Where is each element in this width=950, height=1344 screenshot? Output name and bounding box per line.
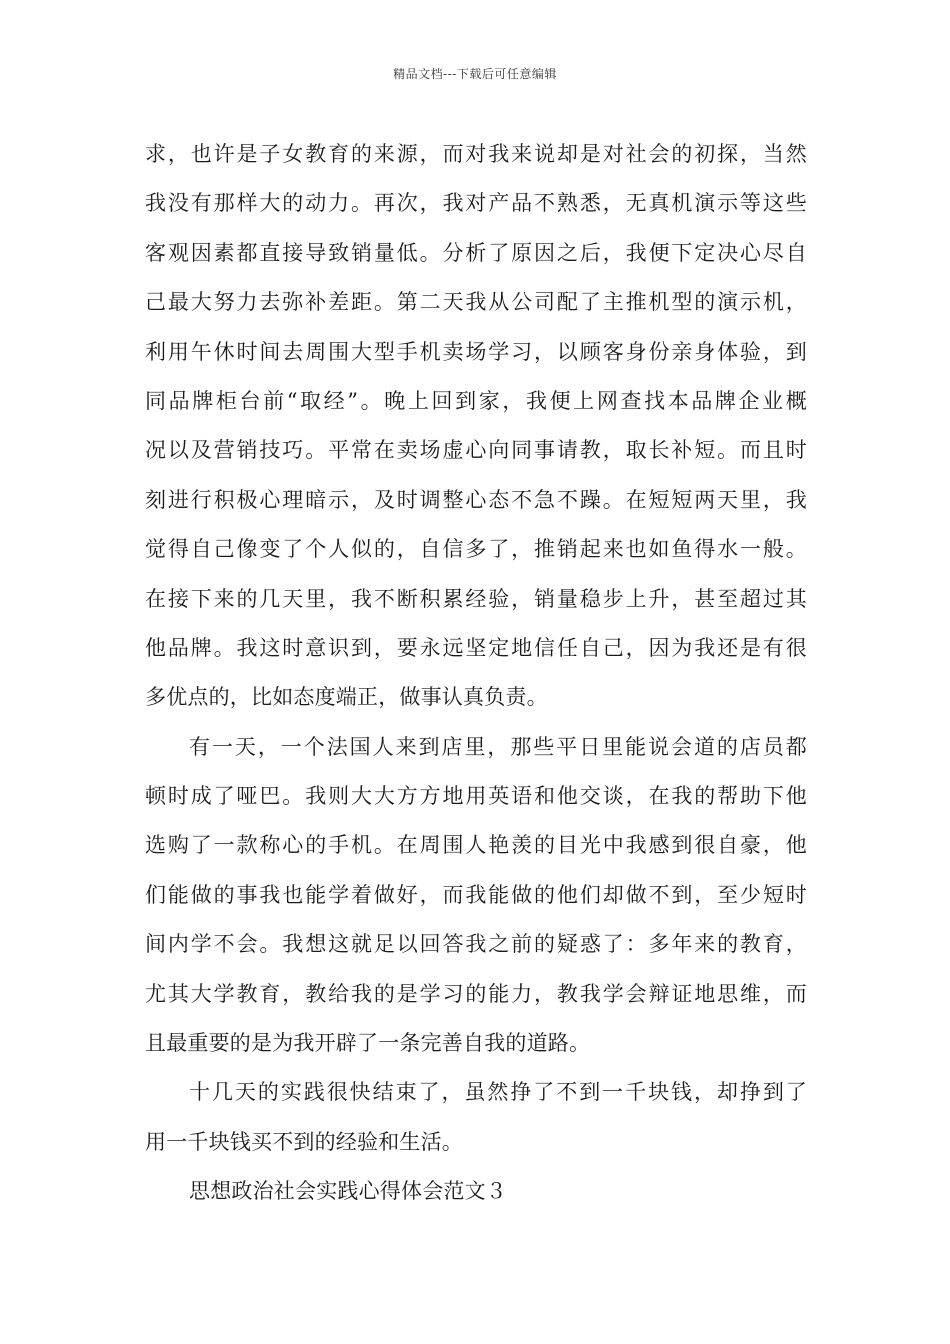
- text-line: 用一千块钱买不到的经验和生活。: [145, 1129, 463, 1154]
- text-line: 己最大努力去弥补差距。第二天我从公司配了主推机型的演示机，: [145, 290, 807, 315]
- text-line: 且最重要的是为我开辟了一条完善自我的道路。: [145, 1031, 591, 1056]
- text-line: 们能做的事我也能学着做好，而我能做的他们却做不到，至少短时: [145, 882, 807, 907]
- text-line: 况以及营销技巧。平常在卖场虚心向同事请教，取长补短。而且时: [145, 438, 807, 463]
- paragraph: [145, 723, 807, 1069]
- paragraph: [145, 130, 807, 723]
- text-line: 多优点的，比如态度端正，做事认真负责。: [145, 685, 548, 710]
- text-line: 尤其大学教育，教给我的是学习的能力，教我学会辩证地思维，而: [145, 981, 807, 1006]
- page-header: 精品文档---下载后可任意编辑: [393, 67, 557, 81]
- text-line: 求，也许是子女教育的来源，而对我来说却是对社会的初探，当然: [145, 142, 807, 166]
- text-line: 觉得自己像变了个人似的，自信多了，推销起来也如鱼得水一般。: [145, 537, 807, 562]
- text-line: 有一天，一个法国人来到店里，那些平日里能说会道的店员都: [189, 734, 807, 759]
- text-line: 顿时成了哑巴。我则大大方方地用英语和他交谈，在我的帮助下他: [145, 784, 807, 809]
- text-line: 利用午休时间去周围大型手机卖场学习，以顾客身份亲身体验，到: [145, 339, 807, 364]
- text-line: 客观因素都直接导致销量低。分析了原因之后，我便下定决心尽自: [145, 240, 807, 265]
- text-line: 思想政治社会实践心得体会范文３: [189, 1179, 507, 1204]
- text-line: 间内学不会。我想这就足以回答我之前的疑惑了：多年来的教育，: [145, 932, 807, 957]
- text-line: 十几天的实践很快结束了，虽然挣了不到一千块钱，却挣到了: [189, 1080, 807, 1105]
- section-heading: [145, 1167, 807, 1216]
- document-body: [145, 130, 807, 1217]
- text-line: 他品牌。我这时意识到，要永远坚定地信任自己，因为我还是有很: [145, 635, 807, 660]
- paragraph: [145, 1068, 807, 1167]
- text-line: 我没有那样大的动力。再次，我对产品不熟悉，无真机演示等这些: [145, 191, 807, 216]
- text-line: 同品牌柜台前“取经”。晚上回到家，我便上网查找本品牌企业概: [145, 388, 807, 413]
- text-line: 在接下来的几天里，我不断积累经验，销量稳步上升，甚至超过其: [145, 586, 807, 611]
- text-line: 刻进行积极心理暗示，及时调整心态不急不躁。在短短两天里，我: [145, 487, 807, 512]
- text-line: 选购了一款称心的手机。在周围人艳羡的目光中我感到很自豪，他: [145, 833, 807, 858]
